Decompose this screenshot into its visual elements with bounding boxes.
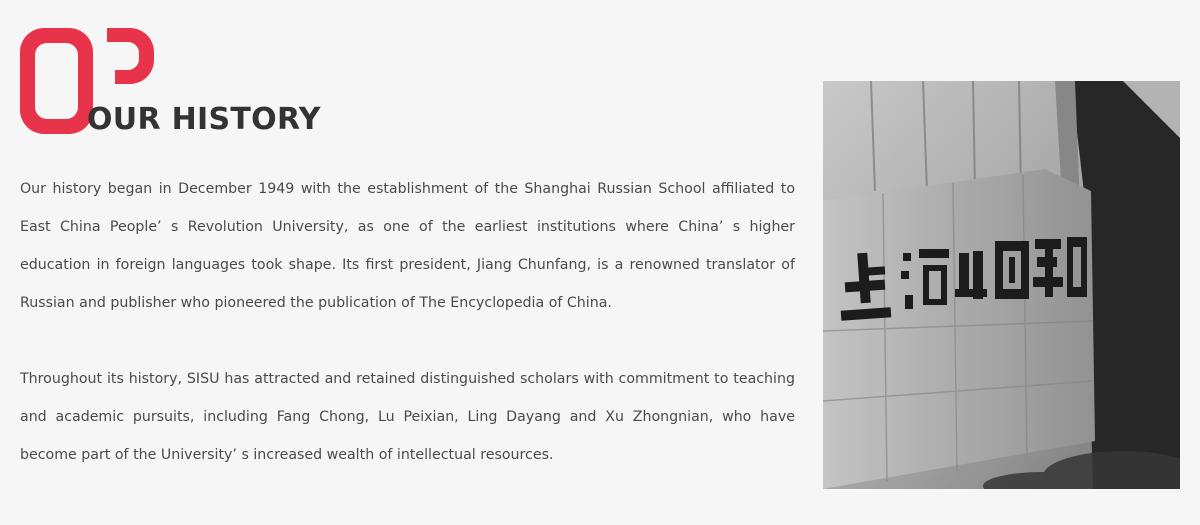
section-title: OUR HISTORY	[87, 102, 321, 137]
history-paragraph-2: Throughout its history, SISU has attracted and retained distinguished scholars with commitment to teaching and academic pursuits, including Fang Chong, Lu Peixian, Ling Dayang and Xu Zhongnian, who have become part of the University’ s increased wealth of intellectual resources.	[20, 371, 795, 463]
history-photo	[823, 81, 1180, 489]
digit-two-icon	[107, 28, 154, 84]
history-paragraph-1: Our history began in December 1949 with the establishment of the Shanghai Russian School affiliated to East China People’ s Revolution University, as one of the earliest institutions where China’ s higher education in foreign languages took shape. Its first president, Jiang Chunfang, is a renowned translator of Russian and publisher who pioneered the publication of The Encyclopedia of China.	[20, 181, 795, 311]
history-body	[20, 170, 795, 474]
digit-zero-icon	[20, 28, 93, 134]
